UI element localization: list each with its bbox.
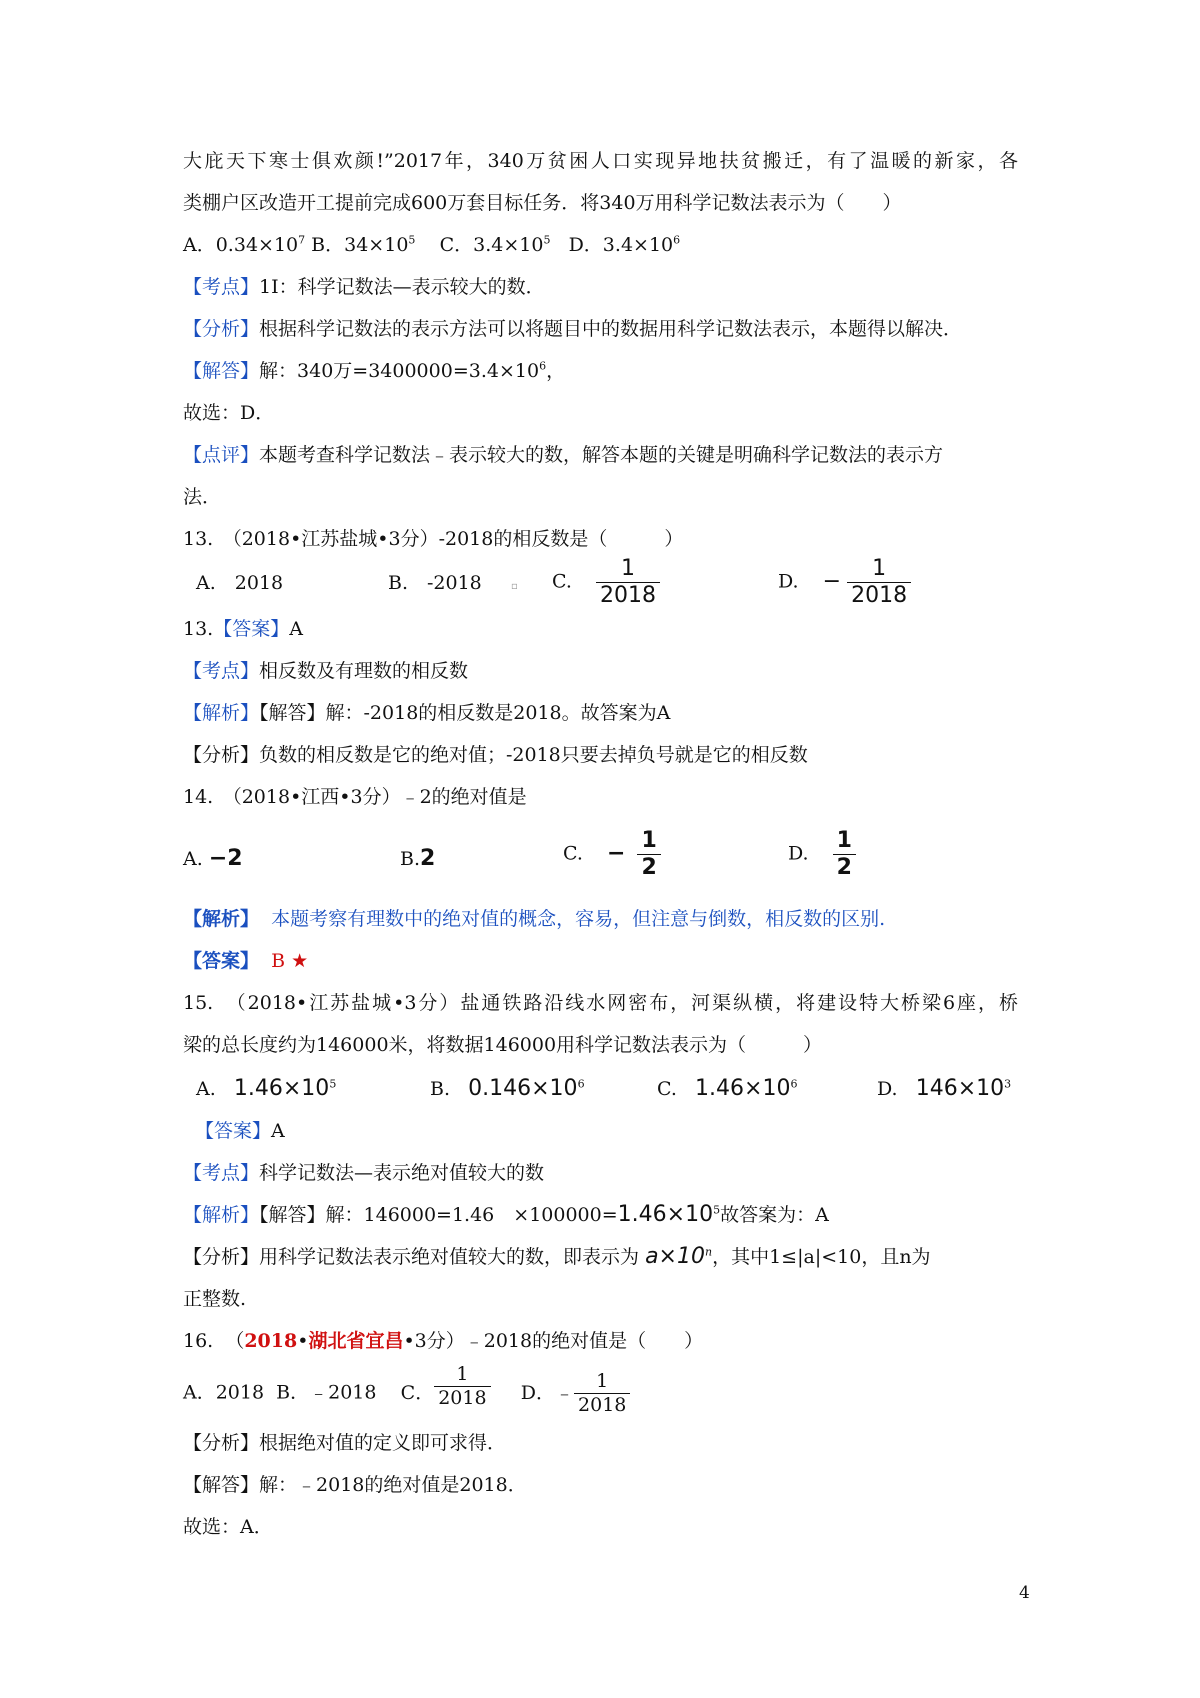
q12-option-d: D．$3.4\times 10^6$: [568, 233, 681, 256]
q14-option-d: D. $\frac{1}{2}$: [788, 830, 856, 879]
q12-stem-line-2: 类棚户区改造开工提前完成600万套目标任务．将340万用科学记数法表示为（ ）: [183, 192, 902, 214]
q12-jieda: 【解答】解：340万$=3400000=3.4\times 10^6$，: [183, 359, 566, 382]
q16-option-d: D．﹣ $\frac{1}{2018}$: [521, 1382, 631, 1404]
q15-option-c: C. $1.46\times 10^6$: [657, 1076, 798, 1101]
fenxi-tag: 【分析】: [183, 318, 260, 340]
q15-option-b: B. $0.146\times 10^6$: [430, 1076, 585, 1101]
q15-answer: 【答案】A: [195, 1120, 285, 1142]
q12-option-b: B．$34\times 10^5$: [311, 233, 416, 256]
q15-option-d: D. $146\times 10^3$: [877, 1076, 1012, 1101]
q15-jiexi: 【解析】【解答】解：146000=1.46 $\times 100000=1.46\times 10^5$故答案为：A: [183, 1202, 829, 1227]
q15-fenxi: 【分析】用科学记数法表示绝对值较大的数，即表示为 $a\times 10^n$，其中1≤|a|<10，且n为: [183, 1244, 931, 1269]
jieda-tag: 【解答】: [183, 360, 260, 382]
q13-jiexi: 【解析】【解答】解：-2018的相反数是2018。故答案为A: [183, 702, 671, 724]
q12-dianping: 【点评】本题考查科学记数法﹣表示较大的数，解答本题的关键是明确科学记数法的表示方: [183, 444, 944, 466]
q12-option-c: C．$3.4\times 10^5$: [439, 233, 551, 256]
q14-option-b: B.2: [400, 846, 436, 871]
q14-option-c: C. − $\frac{1}{2}$: [563, 830, 661, 879]
fraction: $\frac{1}{2018}$: [847, 558, 911, 607]
q13-kaodian: 【考点】相反数及有理数的相反数: [183, 660, 469, 682]
q15-fenxi-line-2: 正整数.: [183, 1288, 247, 1310]
q13-option-c: C. $\frac{1}{2018}$: [552, 558, 660, 607]
q13-option-a: A. 2018: [196, 572, 284, 594]
q15-stem-line-1: 15. （2018•江苏盐城•3分）盐通铁路沿线水网密布，河渠纵横，将建设特大桥梁6座，桥: [183, 992, 1018, 1014]
fraction: $\frac{1}{2}$: [833, 830, 856, 879]
q13-fenxi: 【分析】负数的相反数是它的绝对值；-2018只要去掉负号就是它的相反数: [183, 744, 808, 766]
fraction: $\frac{1}{2018}$: [434, 1365, 490, 1408]
q14-stem: 14. （2018•江西•3分）﹣2的绝对值是: [183, 786, 527, 808]
q13-stem: 13. （2018•江苏盐城•3分）-2018的相反数是（ ）: [183, 528, 684, 550]
q13-answer: 13.【答案】A: [183, 618, 303, 640]
fraction: $\frac{1}{2018}$: [574, 1372, 630, 1415]
q16-option-a: A．2018: [183, 1381, 265, 1404]
dianping-tag: 【点评】: [183, 444, 260, 466]
q14-jiexi: 【解析】 本题考察有理数中的绝对值的概念，容易，但注意与倒数，相反数的区别.: [183, 908, 886, 930]
page-number: 4: [1019, 1583, 1030, 1603]
q15-kaodian: 【考点】科学记数法—表示绝对值较大的数: [183, 1162, 545, 1184]
q12-option-a: A．$0.34\times 10^7$: [183, 233, 306, 256]
kaodian-tag: 【考点】: [183, 276, 260, 298]
fraction: $\frac{1}{2018}$: [596, 558, 660, 607]
q16-fenxi: 【分析】根据绝对值的定义即可求得．: [183, 1432, 507, 1454]
q12-dianping-line-2: 法．: [183, 486, 222, 508]
q16-options: [183, 1363, 630, 1416]
q12-answer: 故选：D．: [183, 402, 275, 424]
q15-stem-line-2: 梁的总长度约为146000米，将数据146000用科学记数法表示为（ ）: [183, 1034, 823, 1056]
q12-kaodian: 【考点】1I：科学记数法—表示较大的数．: [183, 276, 545, 298]
q13-option-d: D. − $\frac{1}{2018}$: [778, 558, 911, 607]
q12-fenxi: 【分析】根据科学记数法的表示方法可以将题目中的数据用科学记数法表示，本题得以解决．: [183, 318, 963, 340]
q13-option-b: B. -2018: [388, 572, 482, 594]
q16-answer: 故选：A．: [183, 1516, 273, 1538]
q12-stem-line-1: 大庇天下寒士俱欢颜!”2017年，340万贫困人口实现异地扶贫搬迁，有了温暖的新家，各: [183, 150, 1018, 172]
fraction: $\frac{1}{2}$: [637, 830, 660, 879]
q12-options: [183, 232, 680, 258]
q16-option-c: C． $\frac{1}{2018}$: [401, 1382, 491, 1404]
q15-option-a: A. $1.46\times 10^5$: [196, 1076, 337, 1101]
q16-jieda: 【解答】解：﹣2018的绝对值是2018．: [183, 1474, 527, 1496]
q16-option-b: B．﹣2018: [276, 1381, 377, 1404]
q14-answer: 【答案】 B ★: [183, 950, 309, 972]
q13-option-dot: ▫: [511, 581, 518, 592]
q16-stem: 16. （2018•湖北省宜昌•3分）﹣2018的绝对值是（ ）: [183, 1330, 704, 1352]
q14-option-a: A. −2: [183, 846, 243, 871]
